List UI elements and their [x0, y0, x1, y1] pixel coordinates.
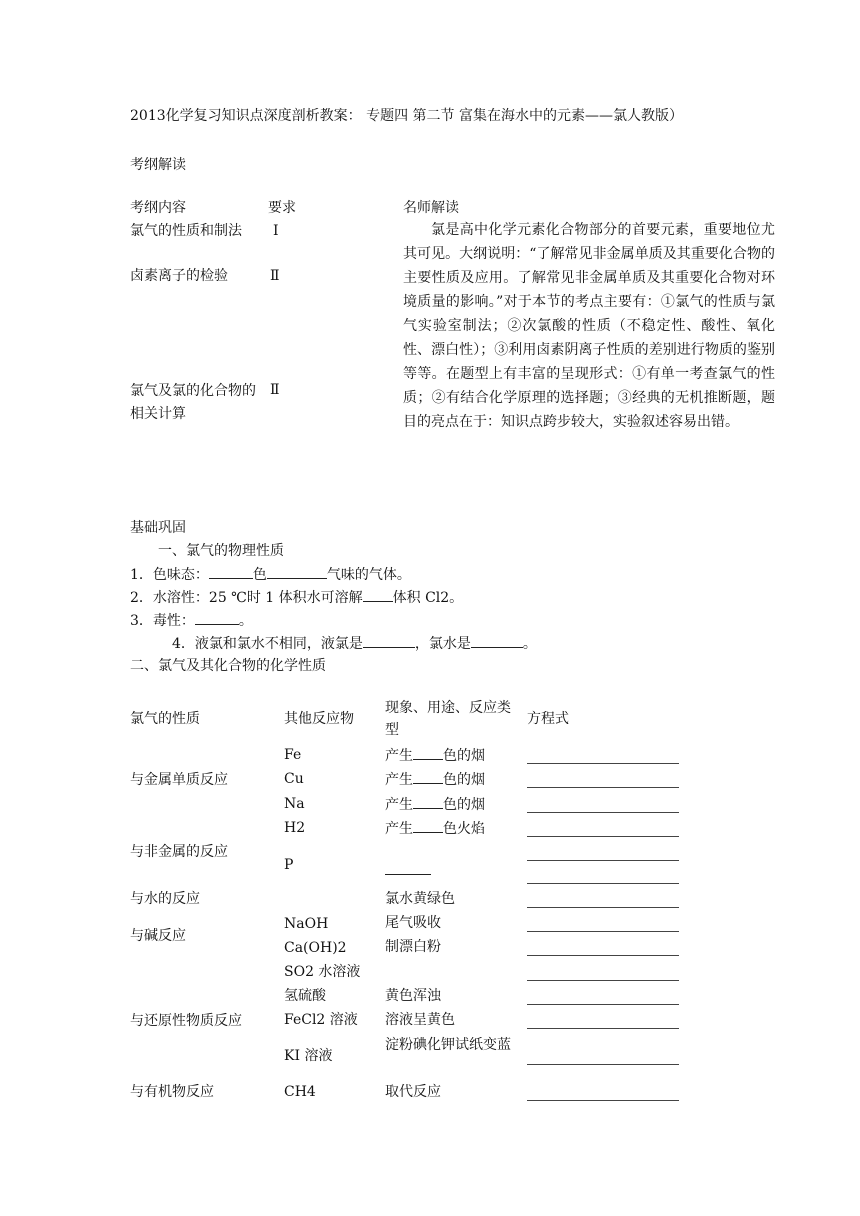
reactant: P: [284, 857, 294, 873]
phen-prefix: 产生: [385, 772, 413, 788]
phen-suffix: 色的烟: [443, 797, 485, 813]
phenomenon: [385, 860, 431, 881]
property-group: 与碱反应: [130, 928, 186, 944]
item2-text-a: 2．水溶性：25 ℃时 1 体积水可溶解: [130, 590, 363, 606]
item1-text-c: 气味的气体。: [326, 567, 411, 583]
item4-text-b: ，氯水是: [414, 636, 471, 652]
fill-item-4: [172, 633, 537, 654]
syllabus-row-req: Ⅰ: [273, 223, 279, 239]
col-content-header: 考纲内容: [130, 200, 186, 216]
equation-blank[interactable]: [527, 955, 679, 956]
teacher-interpretation: [403, 218, 775, 434]
blank[interactable]: [209, 564, 253, 579]
phenomenon: [385, 818, 485, 839]
syllabus-row-content: 卤素离子的检验: [130, 268, 228, 284]
syllabus-heading: 考纲解读: [130, 157, 186, 173]
syllabus-row-content: 氯气的性质和制法: [130, 223, 242, 239]
blank[interactable]: [471, 633, 523, 648]
fill-item-3: [130, 610, 253, 631]
table-header: 方程式: [527, 711, 569, 727]
document-title: 2013化学复习知识点深度剖析教案： 专题四 第二节 富集在海水中的元素——氯人教版）: [130, 108, 683, 124]
col-req-header: 要求: [268, 200, 296, 216]
blank[interactable]: [195, 610, 239, 625]
fill-item-2: [130, 587, 463, 608]
phen-prefix: 产生: [385, 748, 413, 764]
reactant: Na: [284, 796, 305, 812]
phenomenon: [385, 794, 485, 815]
phenomenon: 黄色浑浊: [385, 988, 441, 1004]
col-interp-header: 名师解读: [403, 200, 459, 216]
reactant: KI 溶液: [284, 1048, 333, 1064]
phen-prefix: 产生: [385, 821, 413, 837]
table-header: 其他反应物: [284, 711, 354, 727]
equation-blank[interactable]: [527, 1100, 679, 1101]
phenomenon: 尾气吸收: [385, 915, 441, 931]
phen-prefix: 产生: [385, 797, 413, 813]
equation-blank[interactable]: [527, 1064, 679, 1065]
phenomenon: [385, 769, 485, 790]
item3-text-a: 3．毒性：: [130, 613, 195, 629]
reactant: 氢硫酸: [284, 988, 326, 1004]
table-header: 现象、用途、反应类型: [385, 700, 511, 738]
property-group: 与非金属的反应: [130, 844, 228, 860]
syllabus-row-content: 氯气及氯的化合物的相关计算: [130, 383, 256, 422]
equation-blank[interactable]: [527, 907, 679, 908]
equation-blank[interactable]: [527, 931, 679, 932]
phenomenon: 取代反应: [385, 1084, 441, 1100]
item3-text-b: 。: [238, 613, 253, 629]
interpretation-paragraph: 氯是高中化学元素化合物部分的首要元素，重要地位尤其可见。大纲说明：“了解常见非金属单质及其重要化合物的主要性质及应用。了解常见非金属单质及其重要化合物对环境质量的影响。”对于本节的考点主要有：①氯气的性质与氯气实验室制法；②次氯酸的性质（不稳定性、酸性、氧化性、漂白性）；③利用卤素阴离子性质的差别进行物质的鉴别等等。在题型上有丰富的呈现形式：①有单一考查氯气的性质；②有结合化学原理的选择题；③经典的无机推断题，题目的亮点在于：知识点跨步较大，实验叙述容易出错。: [403, 222, 775, 430]
syllabus-row-req: Ⅱ: [270, 268, 280, 284]
phenomenon: 制漂白粉: [385, 939, 441, 955]
phenomenon: 氯水黄绿色: [385, 891, 455, 907]
blank[interactable]: [385, 860, 431, 875]
syllabus-row-req: Ⅱ: [270, 382, 280, 398]
reactant: CH4: [284, 1084, 316, 1100]
blank[interactable]: [413, 769, 443, 784]
reactant: Fe: [284, 747, 302, 763]
property-group: 与水的反应: [130, 891, 200, 907]
phen-suffix: 色火焰: [443, 821, 485, 837]
blank[interactable]: [413, 794, 443, 809]
phenomenon: 淀粉碘化钾试纸变蓝: [385, 1037, 511, 1053]
blank[interactable]: [413, 818, 443, 833]
equation-blank[interactable]: [527, 883, 679, 884]
property-group: 与有机物反应: [130, 1084, 214, 1100]
equation-blank[interactable]: [527, 812, 679, 813]
item4-text-a: 4．液氯和氯水不相同，液氯是: [172, 636, 363, 652]
basics-heading: 基础巩固: [130, 520, 186, 536]
table-header: 氯气的性质: [130, 711, 200, 727]
item1-text-b: 色: [252, 567, 267, 583]
item4-text-c: 。: [522, 636, 537, 652]
equation-blank[interactable]: [527, 1028, 679, 1029]
reactant: FeCl2 溶液: [284, 1012, 358, 1028]
property-group: 与金属单质反应: [130, 772, 228, 788]
item2-text-b: 体积 Cl2。: [392, 590, 464, 606]
phenomenon: 溶液呈黄色: [385, 1012, 455, 1028]
equation-blank[interactable]: [527, 860, 679, 861]
blank[interactable]: [363, 633, 415, 648]
reactant: Cu: [284, 771, 304, 787]
phen-suffix: 色的烟: [443, 748, 485, 764]
equation-blank[interactable]: [527, 836, 679, 837]
blank[interactable]: [413, 745, 443, 760]
blank[interactable]: [363, 587, 393, 602]
equation-blank[interactable]: [527, 1004, 679, 1005]
reactant: SO2 水溶液: [284, 964, 361, 980]
blank[interactable]: [267, 564, 327, 579]
section1-title: 一、氯气的物理性质: [158, 543, 284, 559]
phen-suffix: 色的烟: [443, 772, 485, 788]
equation-blank[interactable]: [527, 763, 679, 764]
phenomenon: [385, 745, 485, 766]
equation-blank[interactable]: [527, 787, 679, 788]
reactant: NaOH: [284, 916, 329, 932]
reactant: Ca(OH)2: [284, 940, 347, 956]
item1-text-a: 1．色味态：: [130, 567, 209, 583]
property-group: 与还原性物质反应: [130, 1013, 242, 1029]
section2-title: 二、氯气及其化合物的化学性质: [130, 658, 326, 674]
fill-item-1: [130, 564, 411, 585]
equation-blank[interactable]: [527, 980, 679, 981]
reactant: H2: [284, 820, 306, 836]
